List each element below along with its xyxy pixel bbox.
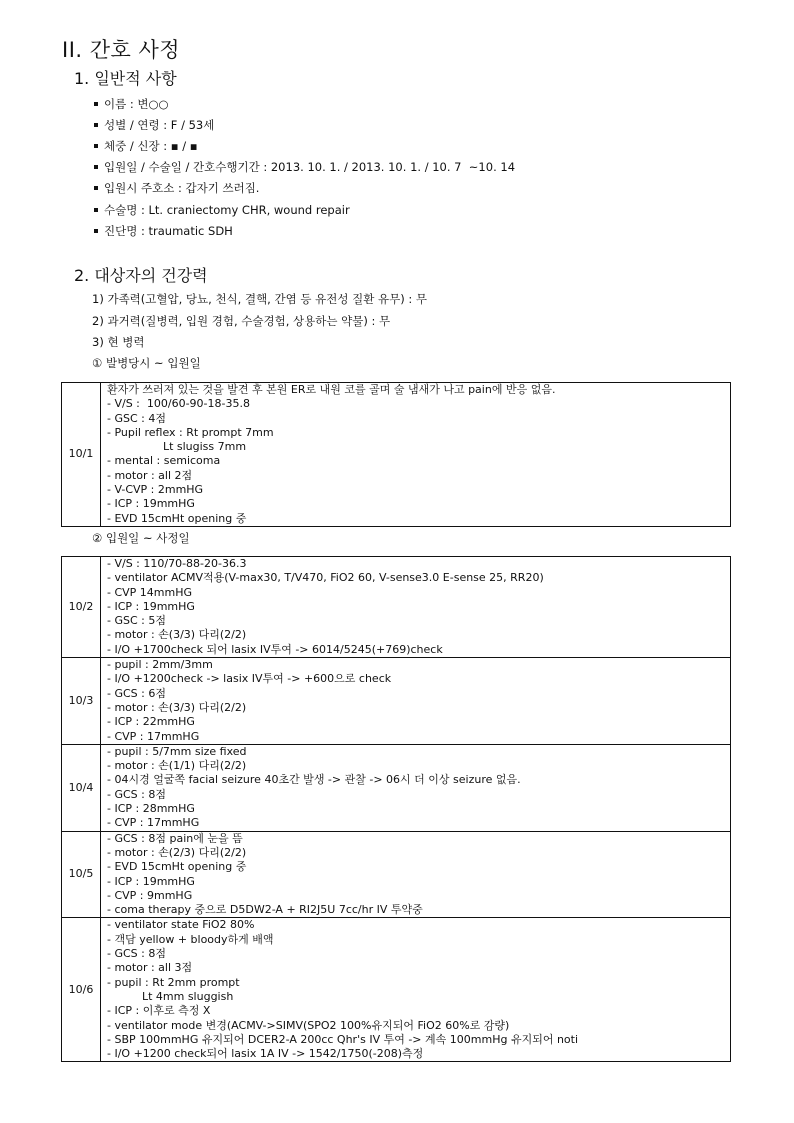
general-heading: 1. 일반적 사항 xyxy=(74,69,177,88)
general-item-weight-height: 체중 / 신장 : ▪ / ▪ xyxy=(94,138,198,154)
present-illness: 3) 현 병력 xyxy=(92,335,145,349)
general-item-complaint: 입원시 주호소 : 갑자기 쓰러짐. xyxy=(94,180,259,196)
onset-to-admission-label: ① 발병당시 ~ 입원일 xyxy=(92,356,201,370)
admission-to-assessment-label: ② 입원일 ~ 사정일 xyxy=(92,531,190,545)
row-date: 10/6 xyxy=(62,918,101,1062)
general-item-sex-age: 성별 / 연령 : F / 53세 xyxy=(94,117,214,133)
row-date: 10/4 xyxy=(62,744,101,831)
row-notes: - ventilator state FiO2 80% - 객담 yellow + bloody하게 배액 - GCS : 8점 - motor : all 3점 - pupil : Rt 2mm prompt Lt 4mm sluggish - ICP : 이후로 측정 X - ventilator mode 변경(ACMV->SIMV(SPO2 100%유지되어 FiO2 60%로 감량) - SBP 100mmHG 유지되어 DCER2-A 200cc Qhr's IV 투여 -> 계속 100mmHg 유지되어 noti - I/O +1200 check되어 lasix 1A IV -> 1542/1750(-208)측정 xyxy=(101,918,731,1062)
row-notes: 환자가 쓰러져 있는 것을 발견 후 본원 ER로 내원 코를 골며 술 냄새가 나고 pain에 반응 없음. - V/S : 100/60-90-18-35.8 - GSC : 4점 - Pupil reflex : Rt prompt 7mm Lt slugiss 7mm - mental : semicoma - motor : all 2점 - V-CVP : 2mmHG - ICP : 19mmHG - EVD 15cmHt opening 중 xyxy=(101,383,731,527)
bullet-icon xyxy=(94,123,98,127)
bullet-icon xyxy=(94,102,98,106)
row-date: 10/1 xyxy=(62,383,101,527)
health-heading: 2. 대상자의 건강력 xyxy=(74,266,208,285)
bullet-icon xyxy=(94,229,98,233)
onset-table xyxy=(61,382,731,527)
row-notes: - GCS : 8점 pain에 눈을 뜸 - motor : 손(2/3) 다리(2/2) - EVD 15cmHt opening 중 - ICP : 19mmHG - CVP : 9mmHG - coma therapy 중으로 D5DW2-A + RI2J5U 7cc/hr IV 투약중 xyxy=(101,831,731,918)
row-date: 10/2 xyxy=(62,557,101,658)
bullet-icon xyxy=(94,144,98,148)
bullet-icon xyxy=(94,165,98,169)
bullet-icon xyxy=(94,208,98,212)
table-row xyxy=(62,557,731,658)
table-row xyxy=(62,831,731,918)
table-row xyxy=(62,918,731,1062)
table-row xyxy=(62,744,731,831)
family-history: 1) 가족력(고혈압, 당뇨, 천식, 결핵, 간염 등 유전성 질환 유무) : 무 xyxy=(92,292,427,306)
table-row xyxy=(62,383,731,527)
row-date: 10/3 xyxy=(62,658,101,745)
general-item-surgery: 수술명 : Lt. craniectomy CHR, wound repair xyxy=(94,202,350,218)
general-item-dates: 입원일 / 수술일 / 간호수행기간 : 2013. 10. 1. / 2013. 10. 1. / 10. 7 ~10. 14 xyxy=(94,159,515,175)
table-row xyxy=(62,658,731,745)
general-item-diagnosis: 진단명 : traumatic SDH xyxy=(94,223,233,239)
row-notes: - V/S : 110/70-88-20-36.3 - ventilator ACMV적용(V-max30, T/V470, FiO2 60, V-sense3.0 E-sense 25, RR20) - CVP 14mmHG - ICP : 19mmHG - GSC : 5점 - motor : 손(3/3) 다리(2/2) - I/O +1700check 되어 lasix IV투여 -> 6014/5245(+769)check xyxy=(101,557,731,658)
row-notes: - pupil : 2mm/3mm - I/O +1200check -> lasix IV투여 -> +600으로 check - GCS : 6점 - motor : 손(3/3) 다리(2/2) - ICP : 22mmHG - CVP : 17mmHG xyxy=(101,658,731,745)
past-history: 2) 과거력(질병력, 입원 경험, 수술경험, 상용하는 약물) : 무 xyxy=(92,314,391,328)
section-title: II. 간호 사정 xyxy=(62,38,181,62)
row-notes: - pupil : 5/7mm size fixed - motor : 손(1/1) 다리(2/2) - 04시경 얼굴쪽 facial seizure 40초간 발생 -> 관찰 -> 06시 더 이상 seizure 없음. - GCS : 8점 - ICP : 28mmHG - CVP : 17mmHG xyxy=(101,744,731,831)
row-date: 10/5 xyxy=(62,831,101,918)
general-item-name: 이름 : 변○○ xyxy=(94,96,169,112)
bullet-icon xyxy=(94,186,98,190)
admission-table xyxy=(61,556,731,1062)
